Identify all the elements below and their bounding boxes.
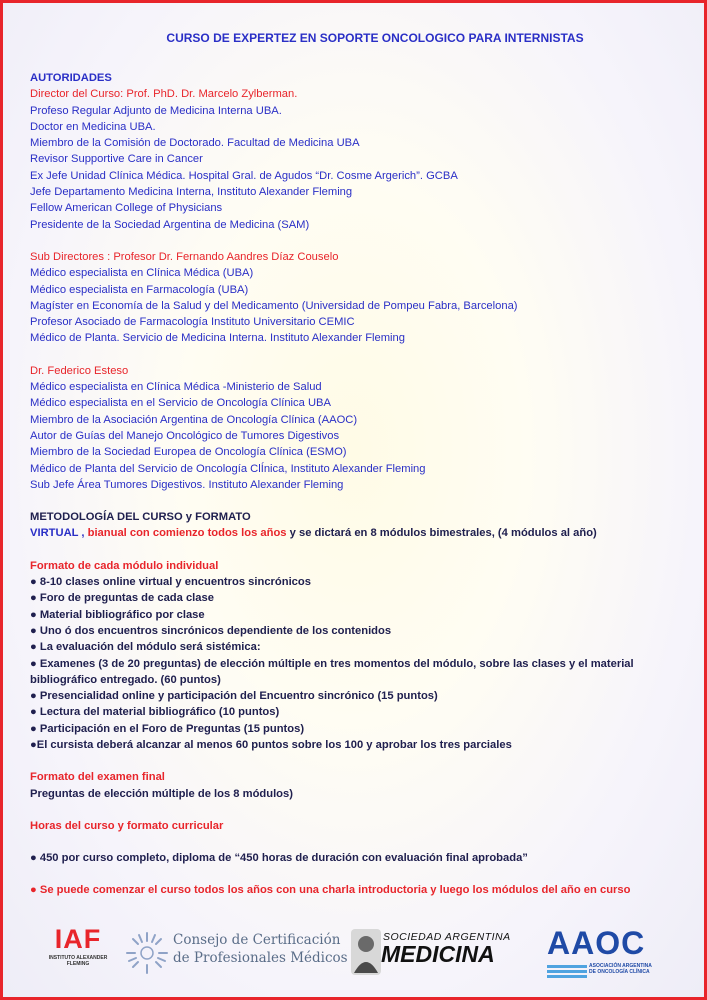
- director-credential: Presidente de la Sociedad Argentina de Medicina (SAM): [30, 218, 310, 231]
- formato-item: ● Presencialidad online y participación del Encuentro sincrónico (15 puntos): [30, 690, 438, 703]
- aaoc-sub-line-1: ASOCIACIÓN ARGENTINA: [589, 963, 652, 969]
- sam-logo-top: SOCIEDAD ARGENTINA: [383, 931, 511, 943]
- stripes-icon: [547, 965, 587, 979]
- metodologia-virtual: VIRTUAL ,: [30, 527, 88, 540]
- iaf-logo: [43, 921, 113, 985]
- section-heading-horas: Horas del curso y formato curricular: [30, 819, 224, 832]
- iaf-logo-subtitle: INSTITUTO ALEXANDER FLEMING: [48, 955, 108, 967]
- portrait-icon: [351, 929, 381, 975]
- subdirector-credential: Médico especialista en Clínica Médica (UBA): [30, 267, 254, 280]
- formato-item: ● 8-10 clases online virtual y encuentros sincrónicos: [30, 576, 311, 589]
- sam-logo-main: MEDICINA: [381, 941, 495, 967]
- esteso-credential: Médico de Planta del Servicio de Oncología ClÍnica, Instituto Alexander Fleming: [30, 462, 426, 475]
- section-heading-metodologia: METODOLOGÍA DEL CURSO y FORMATO: [30, 511, 251, 524]
- director-credential: Jefe Departamento Medicina Interna, Instituto Alexander Fleming: [30, 186, 353, 199]
- consejo-logo: [125, 921, 348, 985]
- subdirector-name: Sub Directores : Profesor Dr. Fernando Aandres Díaz Couselo: [30, 250, 339, 263]
- metodologia-line: [30, 525, 690, 541]
- section-heading-autoridades: AUTORIDADES: [30, 72, 112, 84]
- formato-item: ● Examenes (3 de 20 preguntas) de elección múltiple en tres momentos del módulo, sobre las clases y el material bibliográfico entregado. (60 puntos): [30, 657, 634, 686]
- subdirector-credential: Profesor Asociado de Farmacología Instituto Universitario CEMIC: [30, 316, 355, 329]
- director-credential: Ex Jefe Unidad Clínica Médica. Hospital Gral. de Agudos “Dr. Cosme Argerich”. GCBA: [30, 169, 458, 182]
- esteso-name: Dr. Federico Esteso: [30, 364, 129, 377]
- esteso-credential: Miembro de la Sociedad Europea de Oncología Clínica (ESMO): [30, 446, 347, 459]
- esteso-credential: Autor de Guías del Manejo Oncológico de Tumores Digestivos: [30, 429, 340, 442]
- aaoc-logo-mark: AAOC: [547, 925, 646, 961]
- esteso-credential: Médico especialista en el Servicio de Oncología Clínica UBA: [30, 397, 331, 410]
- consejo-line-1: Consejo de Certificación: [173, 932, 341, 948]
- director-credential: Profeso Regular Adjunto de Medicina Interna UBA.: [30, 104, 282, 117]
- director-credential: Doctor en Medicina UBA.: [30, 120, 156, 133]
- horas-note: ● Se puede comenzar el curso todos los años con una charla introductoria y luego los módulos del año en curso: [30, 884, 631, 897]
- formato-item: ● Participación en el Foro de Preguntas (15 puntos): [30, 722, 305, 735]
- aaoc-logo-subtitle: [589, 963, 652, 975]
- esteso-credential: Sub Jefe Área Tumores Digestivos. Instituto Alexander Fleming: [30, 478, 344, 491]
- iaf-logo-mark: IAF: [54, 924, 102, 954]
- director-credential: Miembro de la Comisión de Doctorado. Facultad de Medicina UBA: [30, 137, 360, 150]
- consejo-logo-text: [173, 931, 348, 967]
- esteso-credential: Médico especialista en Clínica Médica -Ministerio de Salud: [30, 381, 322, 394]
- formato-item: ●El cursista deberá alcanzar al menos 60 puntos sobre los 100 y aprobar los tres parciales: [30, 738, 512, 751]
- sponsor-logos: [43, 921, 668, 985]
- formato-item: ● La evaluación del módulo será sistémica:: [30, 641, 261, 654]
- sam-logo: [351, 921, 527, 985]
- subdirector-credential: Magíster en Economía de la Salud y del Medicamento (Universidad de Pompeu Fabra, Barcelona): [30, 299, 518, 312]
- director-credential: Revisor Supportive Care in Cancer: [30, 153, 203, 166]
- sunburst-icon: [125, 931, 169, 975]
- section-heading-formato-modulo: Formato de cada módulo individual: [30, 559, 219, 572]
- consejo-line-2: de Profesionales Médicos: [173, 950, 348, 966]
- esteso-credential: Miembro de la Asociación Argentina de Oncología Clínica (AAOC): [30, 413, 358, 426]
- formato-item: ● Material bibliográfico por clase: [30, 608, 205, 621]
- metodologia-bianual: bianual con comienzo todos los años: [87, 527, 287, 540]
- section-heading-examen-final: Formato del examen final: [30, 771, 165, 784]
- metodologia-modules: y se dictará en 8 módulos bimestrales, (4 módulos al año): [286, 527, 597, 540]
- formato-item: ● Foro de preguntas de cada clase: [30, 592, 214, 605]
- formato-item: ● Uno ó dos encuentros sincrónicos dependiente de los contenidos: [30, 624, 392, 637]
- document-content: [30, 31, 690, 899]
- examen-final-text: Preguntas de elección múltiple de los 8 módulos): [30, 787, 293, 800]
- formato-item: ● Lectura del material bibliográfico (10 puntos): [30, 706, 280, 719]
- director-credential: Fellow American College of Physicians: [30, 202, 223, 215]
- horas-item: ● 450 por curso completo, diploma de “450 horas de duración con evaluación final aprobada”: [30, 852, 528, 865]
- subdirector-credential: Médico especialista en Farmacología (UBA): [30, 283, 249, 296]
- page-title: CURSO DE EXPERTEZ EN SOPORTE ONCOLOGICO PARA INTERNISTAS: [166, 31, 584, 45]
- director-name: Director del Curso: Prof. PhD. Dr. Marcelo Zylberman.: [30, 88, 298, 101]
- aaoc-logo: [543, 921, 668, 985]
- aaoc-sub-line-2: DE ONCOLOGÍA CLÍNICA: [589, 969, 650, 975]
- subdirector-credential: Médico de Planta. Servicio de Medicina Interna. Instituto Alexander Fleming: [30, 332, 405, 345]
